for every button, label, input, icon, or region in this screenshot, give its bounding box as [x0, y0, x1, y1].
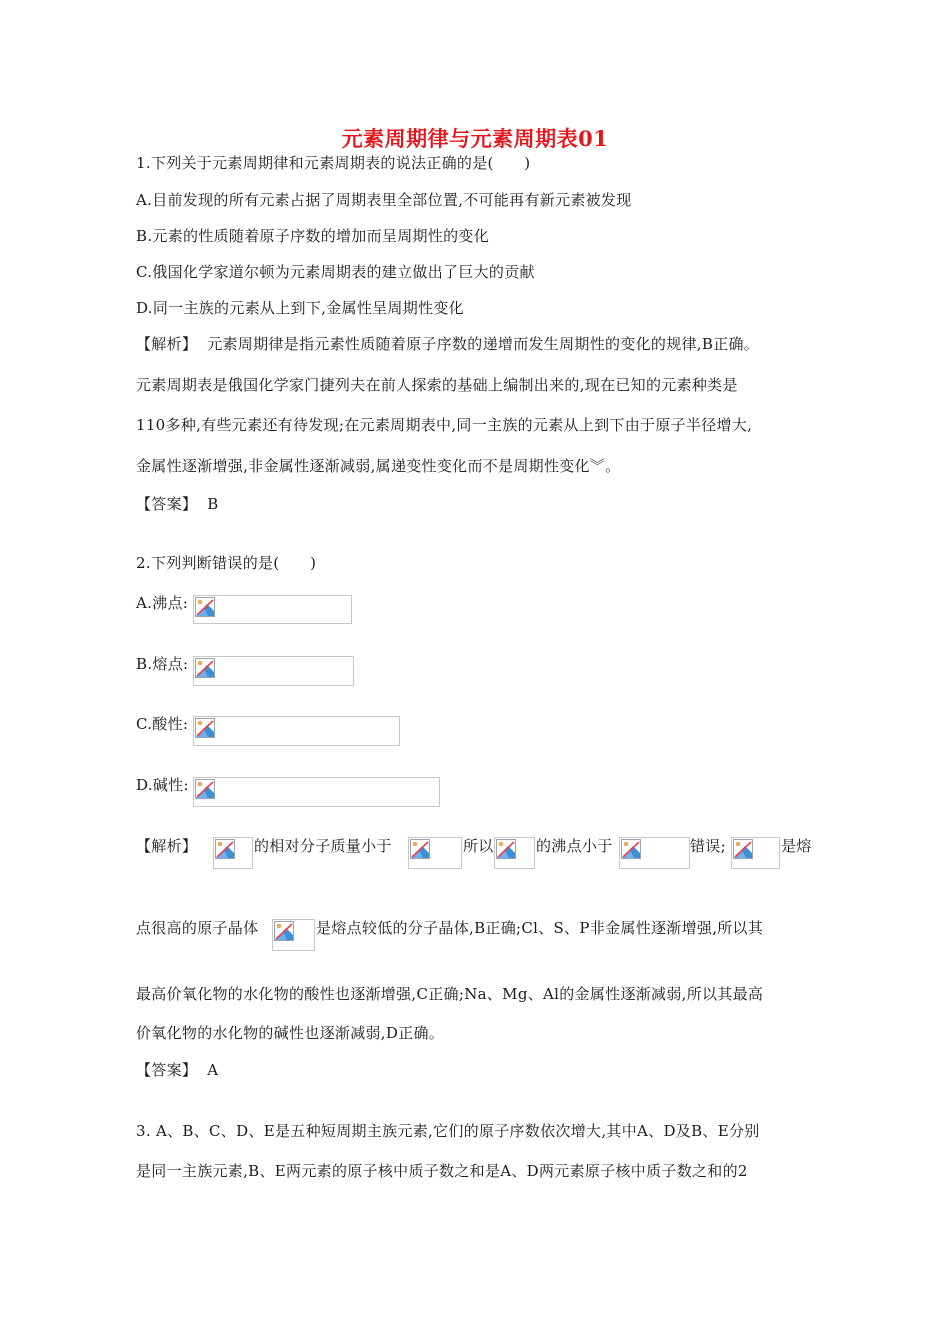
q1-analysis-line-3: 110多种,有些元素还有待发现;在元素周期表中,同一主族的元素从上到下由于原子半径增大, [136, 416, 753, 434]
q2-stem: 2.下列判断错误的是( ) [136, 554, 317, 572]
analysis-text: 的沸点小于 [536, 837, 613, 855]
analysis-text: 点很高的原子晶体 [136, 919, 259, 937]
answer-value: B [207, 495, 219, 513]
broken-image-icon [621, 839, 641, 859]
formula-image [731, 837, 780, 869]
analysis-tag: 【解析】 [136, 335, 198, 353]
q1-option-d: D.同一主族的元素从上到下,金属性呈周期性变化 [136, 299, 464, 317]
q1-analysis-line-2: 元素周期表是俄国化学家门捷列夫在前人探索的基础上编制出来的,现在已知的元素种类是 [136, 376, 738, 394]
formula-image [193, 656, 354, 686]
broken-image-icon [733, 839, 753, 859]
broken-image-icon [195, 718, 215, 738]
q2-analysis-tag: 【解析】 [136, 837, 198, 855]
q3-line-1: 3. A、B、C、D、E是五种短周期主族元素,它们的原子序数依次增大,其中A、D及B、E分别 [136, 1122, 760, 1140]
formula-image [193, 595, 352, 624]
analysis-text: 是熔 [781, 837, 812, 855]
broken-image-icon [195, 658, 215, 678]
q2-analysis-line-3: 最高价氧化物的水化物的酸性也逐渐增强,C正确;Na、Mg、Al的金属性逐渐减弱,所以其最高 [136, 985, 764, 1003]
formula-image [193, 777, 440, 807]
answer-tag: 【答案】 [136, 495, 198, 513]
broken-image-icon [215, 839, 235, 859]
q1-stem: 1.下列关于元素周期律和元素周期表的说法正确的是( ) [136, 154, 531, 172]
formula-image [272, 919, 315, 951]
analysis-text: 的相对分子质量小于 [254, 837, 392, 855]
q2-option-d: D.碱性: [136, 776, 189, 794]
formula-image [213, 837, 253, 869]
analysis-text: 元素周期律是指元素性质随着原子序数的递增而发生周期性的变化的规律,B正确。 [207, 335, 760, 353]
q1-option-b: B.元素的性质随着原子序数的增加而呈周期性的变化 [136, 227, 489, 245]
analysis-text: 错误; [690, 837, 726, 855]
broken-image-icon [410, 839, 430, 859]
q1-answer [136, 493, 219, 514]
broken-image-icon [496, 839, 516, 859]
q2-answer [136, 1059, 218, 1080]
formula-image [193, 716, 400, 746]
analysis-text: 所以 [463, 837, 494, 855]
broken-image-icon [195, 779, 215, 799]
answer-tag: 【答案】 [136, 1061, 198, 1079]
page-title: 元素周期律与元素周期表01 [341, 126, 609, 151]
formula-image [619, 837, 690, 869]
q2-option-a: A.沸点: [136, 594, 189, 612]
q2-option-c: C.酸性: [136, 715, 189, 733]
q1-analysis-line-1 [136, 333, 759, 354]
q1-analysis-line-4: 金属性逐渐增强,非金属性逐渐减弱,属递变性变化而不是周期性变化︾。 [136, 457, 621, 475]
formula-image [494, 837, 535, 869]
q2-analysis-line-4: 价氧化物的水化物的碱性也逐渐减弱,D正确。 [136, 1024, 445, 1042]
analysis-text: 是熔点较低的分子晶体,B正确;Cl、S、P非金属性逐渐增强,所以其 [316, 919, 764, 937]
q3-line-2: 是同一主族元素,B、E两元素的原子核中质子数之和是A、D两元素原子核中质子数之和的2 [136, 1162, 748, 1180]
q1-option-c: C.俄国化学家道尔顿为元素周期表的建立做出了巨大的贡献 [136, 263, 535, 281]
answer-value: A [207, 1061, 219, 1079]
broken-image-icon [195, 597, 215, 617]
formula-image [408, 837, 462, 869]
broken-image-icon [274, 921, 294, 941]
q2-option-b: B.熔点: [136, 655, 189, 673]
q1-option-a: A.目前发现的所有元素占据了周期表里全部位置,不可能再有新元素被发现 [136, 191, 632, 209]
